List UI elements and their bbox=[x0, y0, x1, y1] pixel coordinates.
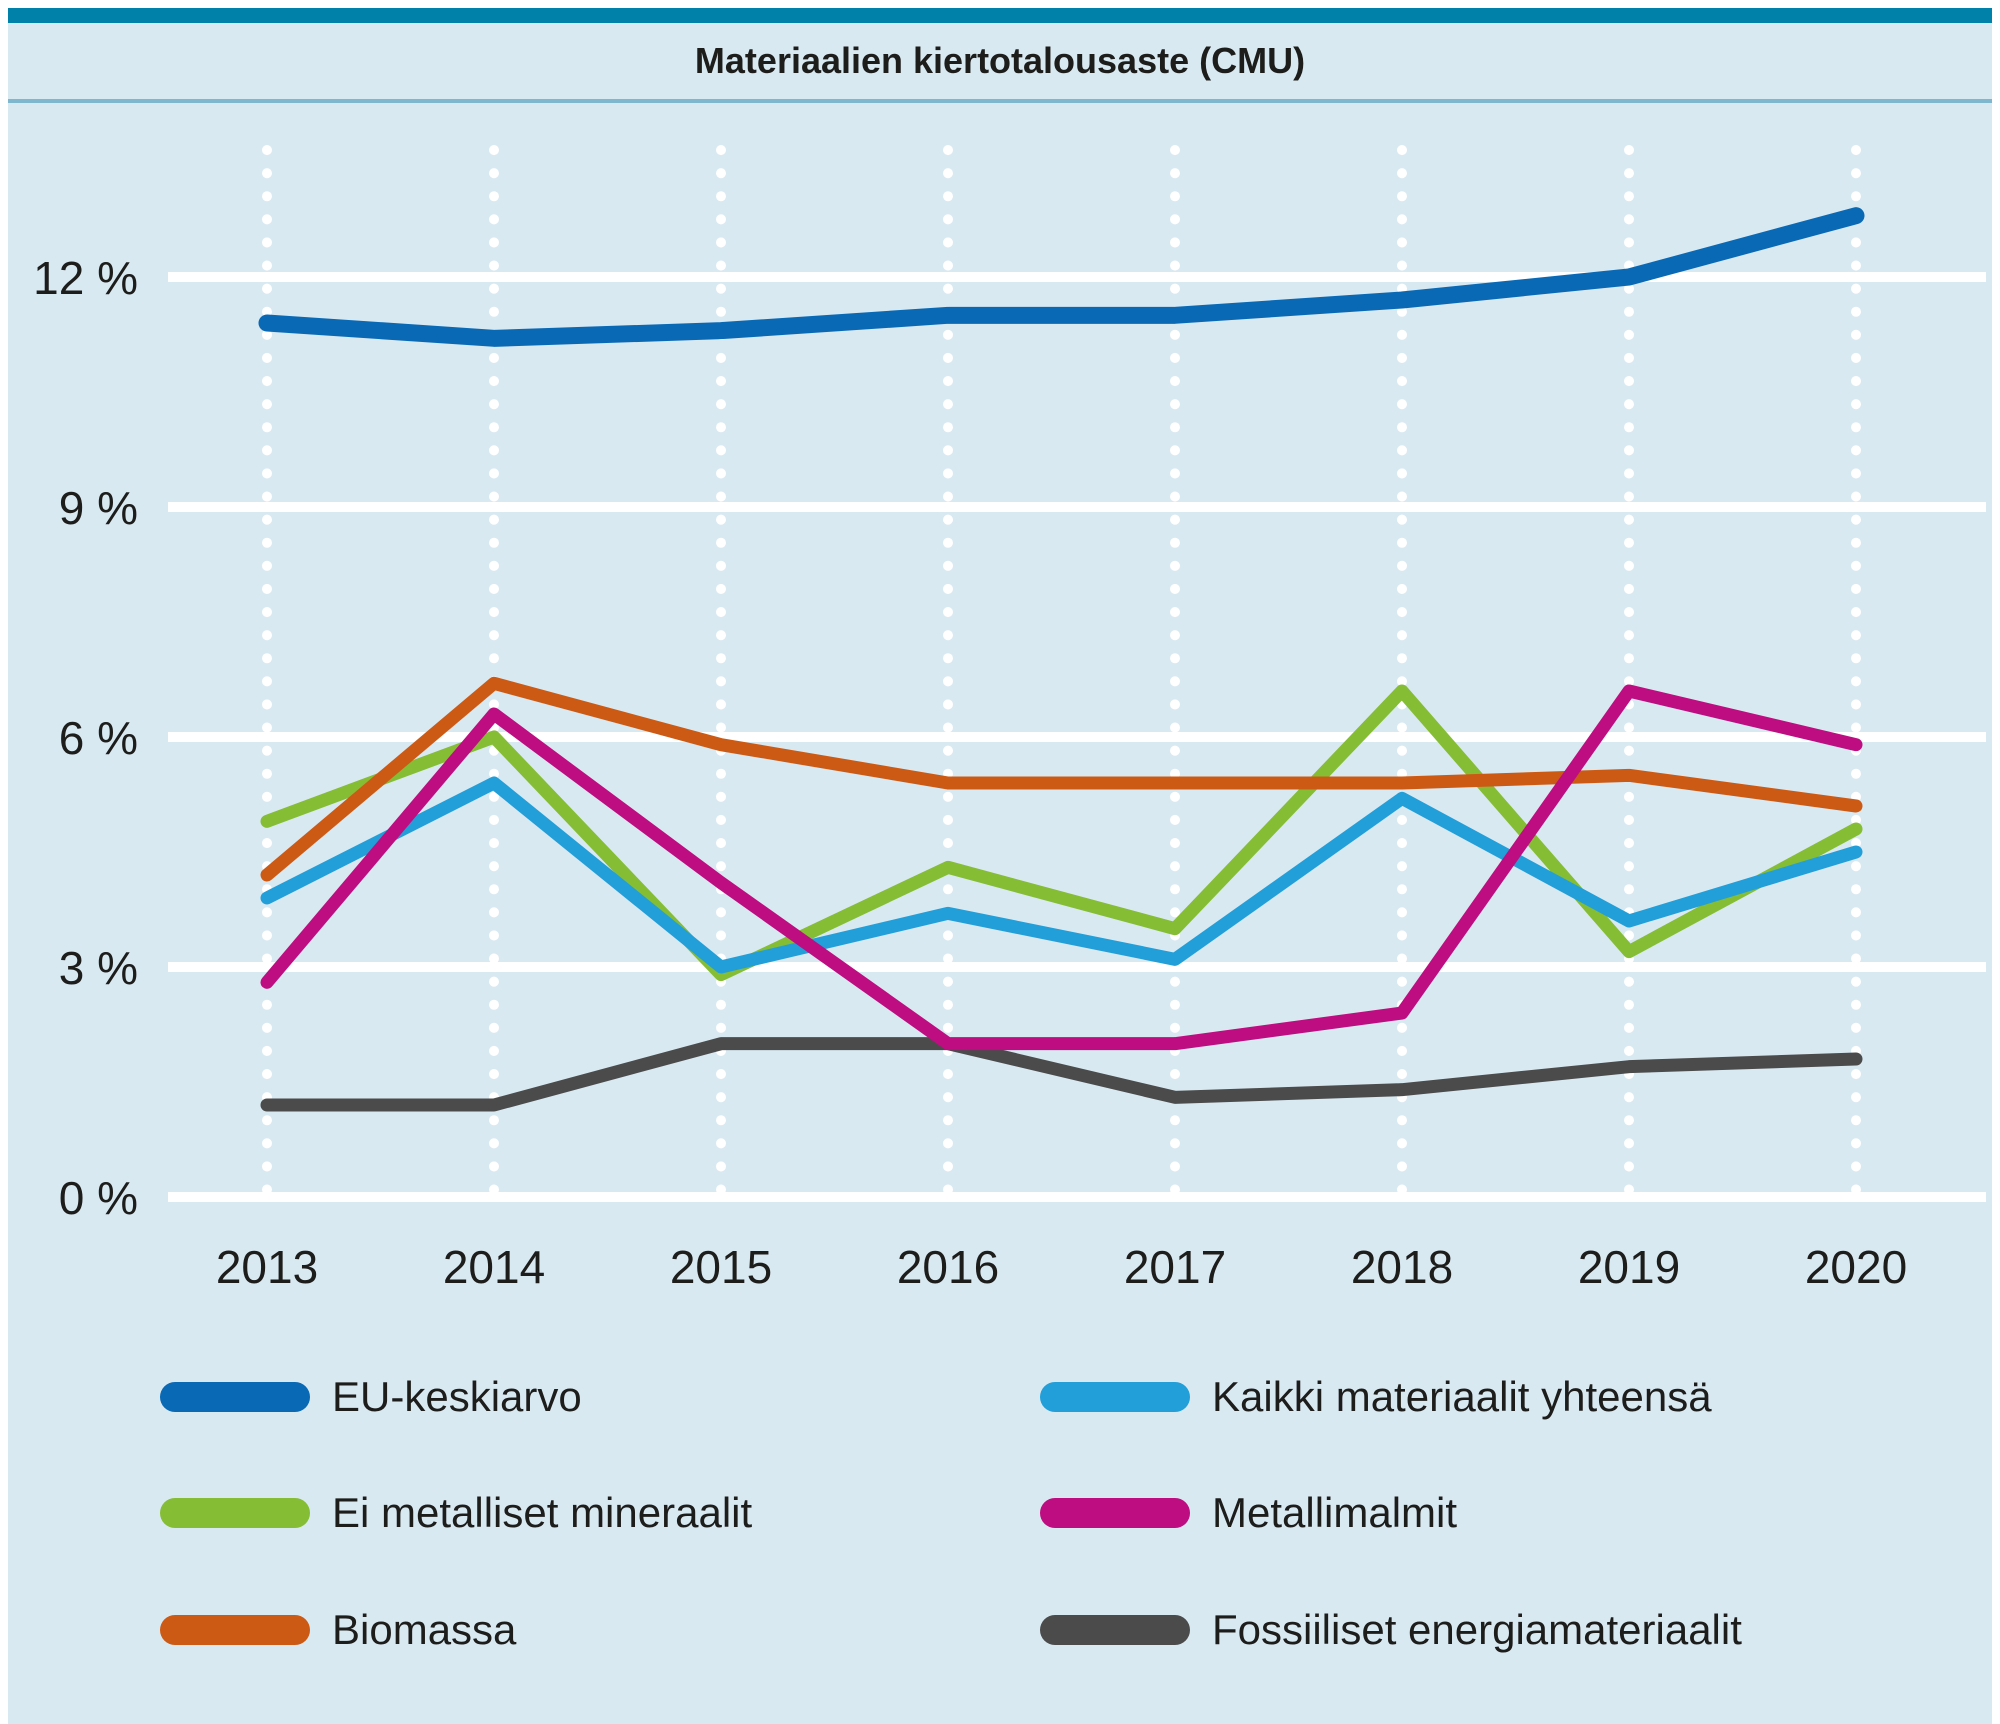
series-line-fossiiliset-energiamateriaalit bbox=[267, 1044, 1856, 1105]
x-tick-label-2015: 2015 bbox=[669, 1241, 773, 1293]
x-tick-label-2014: 2014 bbox=[442, 1241, 546, 1293]
chart-area bbox=[8, 103, 1992, 1724]
line-chart-plot bbox=[8, 103, 1992, 1724]
y-tick-label-12: 12 % bbox=[33, 251, 138, 304]
legend-label-biomassa: Biomassa bbox=[332, 1606, 517, 1653]
x-tick-label-2017: 2017 bbox=[1123, 1241, 1227, 1293]
chart-header bbox=[8, 23, 1992, 99]
legend-label-kaikki-materiaalit-yhteensä: Kaikki materiaalit yhteensä bbox=[1212, 1373, 1712, 1420]
y-tick-label-9: 9 % bbox=[58, 481, 138, 534]
legend-label-eu-keskiarvo: EU-keskiarvo bbox=[332, 1373, 582, 1420]
y-tick-label-0: 0 % bbox=[58, 1172, 138, 1224]
legend-label-ei-metalliset-mineraalit: Ei metalliset mineraalit bbox=[332, 1489, 753, 1536]
x-tick-label-2013: 2013 bbox=[215, 1241, 319, 1293]
y-tick-label-3: 3 % bbox=[58, 941, 138, 994]
top-accent-bar bbox=[8, 8, 1992, 23]
x-tick-label-2018: 2018 bbox=[1350, 1241, 1454, 1293]
y-tick-label-6: 6 % bbox=[58, 711, 138, 764]
x-tick-label-2019: 2019 bbox=[1577, 1241, 1681, 1293]
chart-title: Materiaalien kiertotalousaste (CMU) bbox=[694, 40, 1306, 81]
legend-label-fossiiliset-energiamateriaalit: Fossiiliset energiamateriaalit bbox=[1212, 1606, 1742, 1653]
x-tick-label-2020: 2020 bbox=[1804, 1241, 1908, 1293]
legend-label-metallimalmit: Metallimalmit bbox=[1212, 1489, 1458, 1536]
x-tick-label-2016: 2016 bbox=[896, 1241, 1000, 1293]
